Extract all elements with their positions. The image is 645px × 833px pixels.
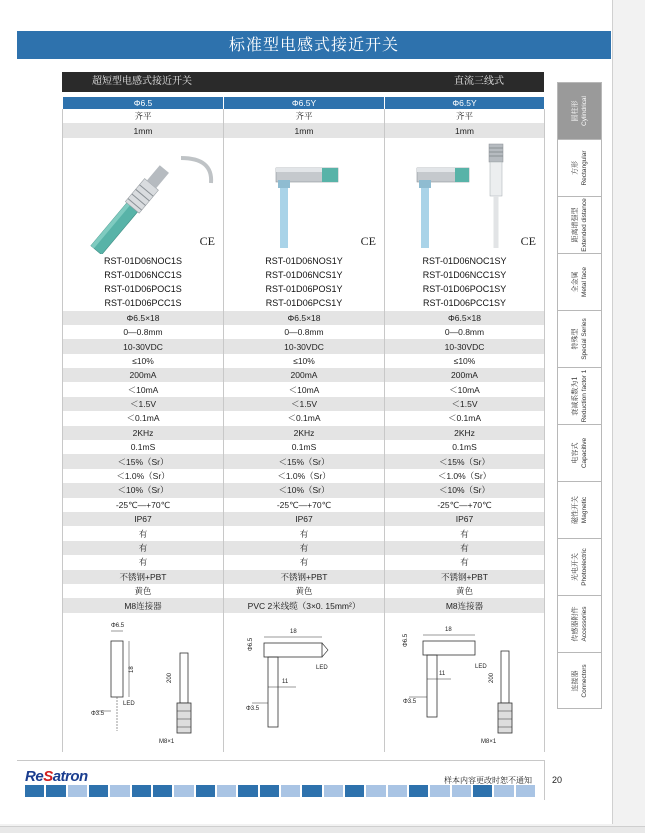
tab-label-cn: 特殊型	[570, 328, 579, 350]
spec-value-cell: ＜10mA	[224, 382, 385, 396]
spec-value-cell: ＜1.0%（Sr）	[385, 469, 545, 483]
svg-text:18: 18	[290, 628, 297, 635]
sidebar-tab-extended-distance[interactable]	[557, 196, 602, 253]
size-cell: Φ6.5Y	[224, 97, 385, 109]
svg-text:11: 11	[282, 678, 289, 685]
spec-value-cell: 不锈钢+PBT	[224, 570, 385, 584]
sidebar-tab-reduction-factor[interactable]	[557, 367, 602, 424]
spec-value-cell: ＜10mA	[385, 382, 545, 396]
svg-text:LED: LED	[123, 700, 135, 707]
ce-mark-icon: CE	[360, 233, 376, 248]
svg-text:Φ6.5: Φ6.5	[248, 637, 254, 651]
spec-value-cell: ＜10%（Sr）	[63, 483, 224, 497]
spec-row	[63, 526, 545, 540]
tab-label-en: Connectors	[580, 663, 588, 698]
sidebar-tab-cylindrical[interactable]	[557, 82, 602, 139]
spec-row	[63, 598, 545, 612]
spec-row	[63, 555, 545, 569]
next-page-edge	[0, 826, 645, 833]
distance-cell: 1mm	[224, 123, 385, 137]
svg-text:LED: LED	[475, 663, 487, 670]
spec-value-cell: PVC 2米线缆（3×0. 15mm²）	[224, 598, 385, 612]
dimension-drawing-cell	[224, 613, 385, 752]
spec-value-cell: 10-30VDC	[385, 339, 545, 353]
dimension-drawing-row	[63, 613, 545, 752]
spec-value-cell: Φ6.5×18	[63, 311, 224, 325]
svg-text:200: 200	[489, 672, 495, 683]
dimension-drawing	[63, 613, 223, 748]
spec-value-cell: 200mA	[385, 368, 545, 382]
tab-label-en: Reduction factor 1	[580, 369, 588, 423]
tab-label-cn: 传感器附件	[570, 606, 579, 642]
spec-value-cell: 200mA	[224, 368, 385, 382]
spec-row	[63, 498, 545, 512]
spec-value-cell: 有	[224, 526, 385, 540]
spec-value-cell: 2KHz	[63, 426, 224, 440]
spec-row	[63, 512, 545, 526]
spec-row	[63, 584, 545, 598]
spec-row	[63, 469, 545, 483]
product-image-cell	[385, 138, 545, 254]
spec-row	[63, 368, 545, 382]
tab-label-en: Special Series	[580, 318, 588, 360]
spec-value-cell: 10-30VDC	[63, 339, 224, 353]
model-row	[63, 254, 545, 268]
spec-row	[63, 397, 545, 411]
spec-value-cell: ＜1.5V	[224, 397, 385, 411]
spec-value-cell: 有	[385, 541, 545, 555]
footer-divider	[17, 760, 544, 761]
svg-text:Φ3.5: Φ3.5	[246, 705, 260, 712]
spec-value-cell: ＜1.0%（Sr）	[63, 469, 224, 483]
spec-value-cell: 有	[63, 541, 224, 555]
spec-value-cell: -25℃—+70℃	[63, 498, 224, 512]
spec-value-cell: 10-30VDC	[224, 339, 385, 353]
spec-value-cell: 不锈钢+PBT	[385, 570, 545, 584]
footer-stripe-bar	[25, 785, 535, 797]
spec-value-cell: 0—0.8mm	[63, 325, 224, 339]
svg-text:18: 18	[445, 626, 452, 633]
spec-row	[63, 483, 545, 497]
spec-row	[63, 454, 545, 468]
tab-label-en: Accessories	[580, 606, 588, 642]
tab-label-en: Metal face	[580, 267, 588, 297]
svg-text:Φ3.5: Φ3.5	[403, 698, 417, 705]
spec-value-cell: 0.1mS	[63, 440, 224, 454]
tab-label-en: Capacitive	[580, 437, 588, 469]
dimension-drawing	[224, 613, 384, 748]
resatron-logo	[25, 768, 88, 785]
tab-label-cn: 光电开关	[570, 553, 579, 582]
model-row	[63, 268, 545, 282]
spec-table	[62, 97, 545, 752]
spec-value-cell: 黄色	[224, 584, 385, 598]
spec-value-cell: ＜0.1mA	[224, 411, 385, 425]
model-row	[63, 296, 545, 310]
model-number-cell: RST-01D06PCC1S	[63, 296, 224, 310]
dimension-drawing-cell	[63, 613, 224, 752]
page-title-banner: 标准型电感式接近开关	[17, 31, 611, 59]
spec-value-cell: ＜0.1mA	[63, 411, 224, 425]
spec-value-cell: 不锈钢+PBT	[63, 570, 224, 584]
spec-row	[63, 325, 545, 339]
spec-value-cell: M8连接器	[385, 598, 545, 612]
spec-value-cell: IP67	[63, 512, 224, 526]
spec-value-cell: 2KHz	[224, 426, 385, 440]
sidebar-tab-rectangular[interactable]	[557, 139, 602, 196]
model-number-cell: RST-01D06NCS1Y	[224, 268, 385, 282]
spec-row	[63, 311, 545, 325]
spec-value-cell: ＜1.0%（Sr）	[224, 469, 385, 483]
model-row	[63, 282, 545, 296]
svg-text:200: 200	[167, 672, 173, 683]
tab-label-cn: 全金属	[570, 271, 579, 293]
sidebar-tab-capacitive[interactable]	[557, 424, 602, 481]
spec-value-cell: ＜15%（Sr）	[385, 454, 545, 468]
spec-value-cell: ＜1.5V	[63, 397, 224, 411]
product-image-cell	[63, 138, 224, 254]
product-image-row	[63, 138, 545, 254]
tab-label-cn: 连接器	[570, 670, 579, 691]
spec-value-cell: Φ6.5×18	[224, 311, 385, 325]
spec-value-cell: 0—0.8mm	[224, 325, 385, 339]
ce-mark-icon: CE	[520, 233, 536, 248]
sidebar-tab-photoelectric[interactable]	[557, 538, 602, 595]
model-number-cell: RST-01D06NOC1S	[63, 254, 224, 268]
tab-label-cn: 距离增强型	[570, 207, 579, 243]
svg-text:Φ6.5: Φ6.5	[111, 622, 125, 629]
model-number-cell: RST-01D06POS1Y	[224, 282, 385, 296]
ce-mark-icon: CE	[199, 233, 215, 248]
category-header	[62, 72, 544, 92]
spec-row	[63, 541, 545, 555]
spec-row	[63, 411, 545, 425]
spec-row	[63, 382, 545, 396]
spec-value-cell: IP67	[224, 512, 385, 526]
model-number-cell: RST-01D06NOS1Y	[224, 254, 385, 268]
spec-value-cell: IP67	[385, 512, 545, 526]
spec-value-cell: ≤10%	[63, 354, 224, 368]
spec-value-cell: ＜0.1mA	[385, 411, 545, 425]
spec-value-cell: ＜1.5V	[385, 397, 545, 411]
distance-cell: 1mm	[63, 123, 224, 137]
category-right-label: 直流三线式	[454, 76, 504, 87]
spec-value-cell: ≤10%	[224, 354, 385, 368]
spec-value-cell: 黄色	[63, 584, 224, 598]
category-left-label: 超短型电感式接近开关	[92, 76, 192, 87]
tab-label-cn: 圆柱形	[570, 100, 579, 122]
mount-cell: 齐平	[224, 109, 385, 123]
spec-value-cell: ＜15%（Sr）	[63, 454, 224, 468]
svg-text:Φ6.5: Φ6.5	[403, 633, 409, 647]
dimension-drawing-cell	[385, 613, 545, 752]
distance-row	[63, 123, 545, 137]
size-cell: Φ6.5	[63, 97, 224, 109]
svg-text:18: 18	[129, 666, 135, 673]
spec-value-cell: 200mA	[63, 368, 224, 382]
spec-value-cell: Φ6.5×18	[385, 311, 545, 325]
svg-text:M8×1: M8×1	[481, 738, 497, 745]
spec-value-cell: 有	[63, 526, 224, 540]
spec-value-cell: 有	[224, 555, 385, 569]
sidebar-tab-metal-face[interactable]	[557, 253, 602, 310]
svg-text:LED: LED	[316, 664, 328, 671]
spec-row	[63, 426, 545, 440]
spec-value-cell: ＜10mA	[63, 382, 224, 396]
logo-part: Re	[25, 768, 44, 785]
spec-value-cell: 有	[385, 526, 545, 540]
footer-notice: 样本内容更改时恕不通知	[444, 776, 532, 785]
spec-value-cell: 0—0.8mm	[385, 325, 545, 339]
spec-value-cell: 2KHz	[385, 426, 545, 440]
spec-value-cell: ＜10%（Sr）	[385, 483, 545, 497]
spec-value-cell: 黄色	[385, 584, 545, 598]
spec-value-cell: -25℃—+70℃	[385, 498, 545, 512]
spec-value-cell: ＜15%（Sr）	[224, 454, 385, 468]
tab-label-en: Magnetic	[580, 496, 588, 524]
svg-text:Φ3.5: Φ3.5	[91, 710, 105, 717]
tab-label-en: Cylindrical	[580, 96, 588, 126]
sidebar-tab-connectors[interactable]	[557, 652, 602, 709]
tab-label-cn: 衰减系数为1	[570, 376, 579, 416]
svg-text:11: 11	[439, 670, 446, 677]
model-number-cell: RST-01D06PCC1SY	[385, 296, 545, 310]
logo-part: atron	[52, 768, 88, 785]
spec-value-cell: 有	[63, 555, 224, 569]
model-number-cell: RST-01D06NCC1SY	[385, 268, 545, 282]
spec-value-cell: 有	[224, 541, 385, 555]
product-image-cell	[224, 138, 385, 254]
model-number-cell: RST-01D06POC1S	[63, 282, 224, 296]
model-number-cell: RST-01D06NOC1SY	[385, 254, 545, 268]
size-row	[63, 97, 545, 109]
footer-divider-vertical	[544, 760, 545, 800]
model-number-cell: RST-01D06PCS1Y	[224, 296, 385, 310]
category-sidebar	[557, 82, 602, 709]
model-number-cell: RST-01D06POC1SY	[385, 282, 545, 296]
size-cell: Φ6.5Y	[385, 97, 545, 109]
spec-row	[63, 354, 545, 368]
sidebar-tab-accessories[interactable]	[557, 595, 602, 652]
tab-label-en: Photoelectric	[580, 548, 588, 586]
spec-value-cell: ≤10%	[385, 354, 545, 368]
logo-part: S	[43, 768, 53, 785]
spec-value-cell: ＜10%（Sr）	[224, 483, 385, 497]
svg-text:M8×1: M8×1	[159, 738, 175, 745]
tab-label-en: Extended distance	[580, 198, 588, 252]
mount-cell: 齐平	[385, 109, 545, 123]
sidebar-tab-special-series[interactable]	[557, 310, 602, 367]
spec-value-cell: -25℃—+70℃	[224, 498, 385, 512]
spec-value-cell: 0.1mS	[385, 440, 545, 454]
spec-value-cell: M8连接器	[63, 598, 224, 612]
tab-label-en: Rectangular	[580, 150, 588, 186]
mount-row	[63, 109, 545, 123]
page-number: 20	[552, 775, 563, 785]
spec-row	[63, 339, 545, 353]
spec-row	[63, 440, 545, 454]
spec-row	[63, 570, 545, 584]
tab-label-cn: 磁性开关	[570, 496, 579, 524]
tab-label-cn: 电容式	[570, 442, 579, 464]
sidebar-tab-magnetic[interactable]	[557, 481, 602, 538]
spec-value-cell: 0.1mS	[224, 440, 385, 454]
spec-value-cell: 有	[385, 555, 545, 569]
dimension-drawing	[385, 613, 545, 748]
mount-cell: 齐平	[63, 109, 224, 123]
model-number-cell: RST-01D06NCC1S	[63, 268, 224, 282]
tab-label-cn: 方形	[570, 161, 579, 175]
distance-cell: 1mm	[385, 123, 545, 137]
